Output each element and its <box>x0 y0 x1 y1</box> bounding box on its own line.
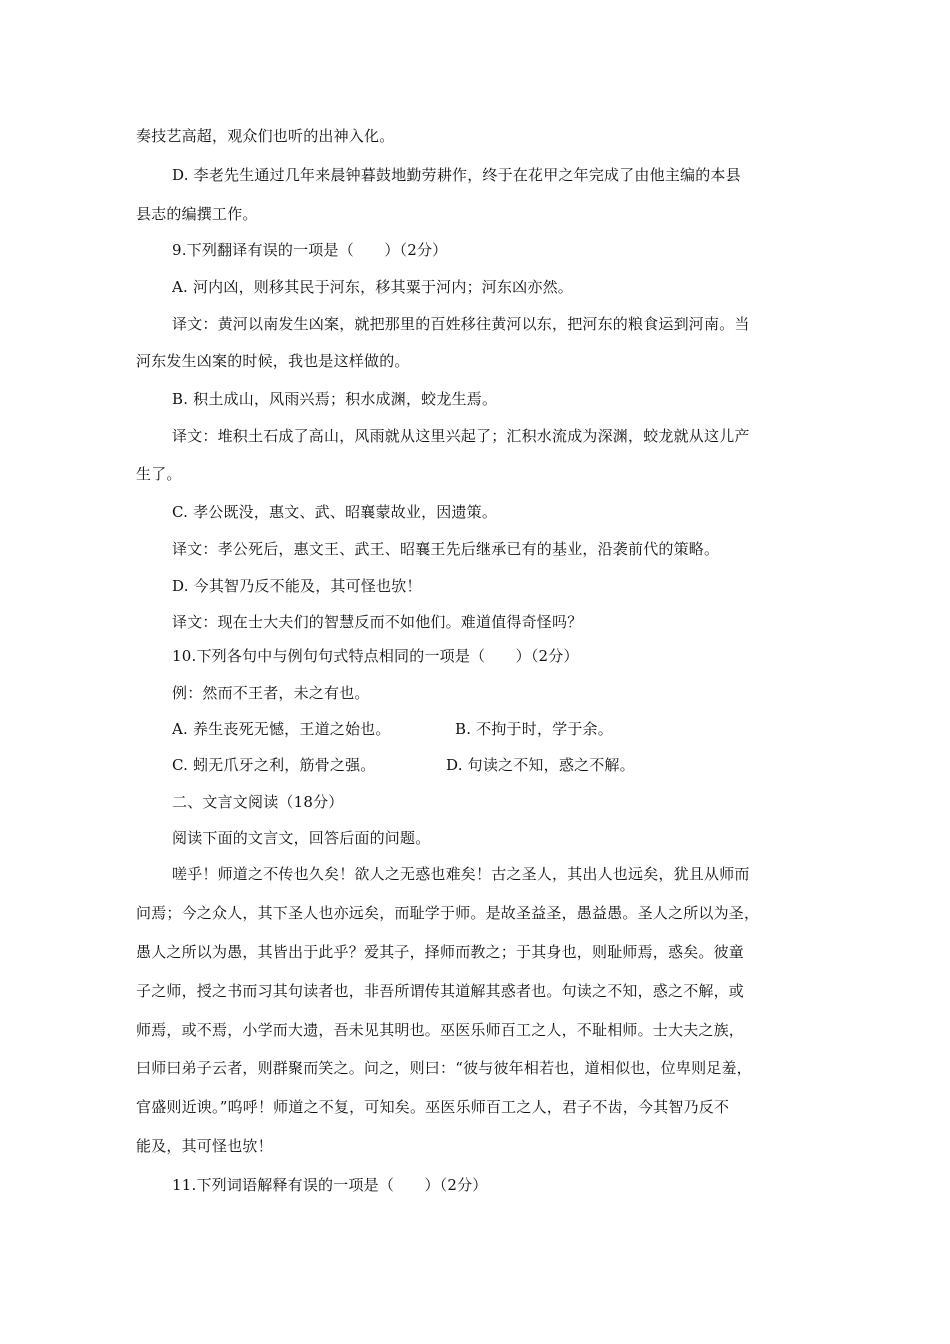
question-11: 11.下列词语解释有误的一项是（ ）（2分） <box>172 1176 488 1194</box>
translation-b: 译文：堆积土石成了高山，风雨就从这里兴起了；汇积水流成为深渊，蛟龙就从这儿产 <box>172 427 750 445</box>
question-10: 10.下列各句中与例句句式特点相同的一项是（ ）（2分） <box>172 647 579 665</box>
options-ab-line <box>172 719 613 739</box>
option-b: B. 不拘于时，学于余。 <box>455 720 613 738</box>
options-cd-line <box>172 755 635 775</box>
option-c: C. 蚓无爪牙之利，筋骨之强。 <box>172 756 376 774</box>
option-d: D. 句读之不知，惑之不解。 <box>446 756 635 774</box>
passage-line: 问焉；今之众人，其下圣人也亦远矣，而耻学于师。是故圣益圣，愚益愚。圣人之所以为圣， <box>136 904 760 922</box>
instruction-line: 阅读下面的文言文，回答后面的问题。 <box>172 829 431 847</box>
passage-line: 子之师，授之书而习其句读者也，非吾所谓传其道解其惑者也。句读之不知，惑之不解，或 <box>136 982 745 1000</box>
passage-line: 曰师曰弟子云者，则群聚而笑之。问之，则曰：“彼与彼年相若也，道相似也，位卑则足羞， <box>136 1059 752 1077</box>
example-sentence: 例：然而不王者，未之有也。 <box>172 684 370 702</box>
text-line: 生了。 <box>136 465 182 483</box>
passage-line: 官盛则近谀。”呜呼！师道之不复，可知矣。巫医乐师百工之人，君子不齿，今其智乃反不 <box>136 1098 730 1116</box>
question-9: 9.下列翻译有误的一项是（ ）（2分） <box>172 241 448 259</box>
passage-line: 嗟乎！师道之不传也久矣！欲人之无惑也难矣！古之圣人，其出人也远矣，犹且从师而 <box>172 865 750 883</box>
text-line: 县志的编撰工作。 <box>136 205 258 223</box>
option-a: A. 河内凶，则移其民于河东，移其粟于河内；河东凶亦然。 <box>172 278 573 296</box>
option-d: D. 今其智乃反不能及，其可怪也欤！ <box>172 577 422 595</box>
section-heading: 二、文言文阅读（18分） <box>172 793 344 811</box>
translation-c: 译文：孝公死后，惠文王、武王、昭襄王先后继承已有的基业，沿袭前代的策略。 <box>172 540 720 558</box>
translation-d: 译文：现在士大夫们的智慧反而不如他们。难道值得奇怪吗？ <box>172 613 583 631</box>
passage-line: 师焉，或不焉，小学而大遗，吾未见其明也。巫医乐师百工之人，不耻相师。士大夫之族， <box>136 1021 745 1039</box>
option-b: B. 积土成山，风雨兴焉；积水成渊，蛟龙生焉。 <box>172 390 498 408</box>
option-a: A. 养生丧死无憾，王道之始也。 <box>172 720 391 738</box>
text-line: 河东发生凶案的时候，我也是这样做的。 <box>136 352 410 370</box>
option-d-line: D. 李老先生通过几年来晨钟暮鼓地勤劳耕作，终于在花甲之年完成了由他主编的本县 <box>172 166 741 184</box>
option-c: C. 孝公既没，惠文、武、昭襄蒙故业，因遗策。 <box>172 503 498 521</box>
translation-a: 译文：黄河以南发生凶案，就把那里的百姓移往黄河以东，把河东的粮食运到河南。当 <box>172 315 750 333</box>
passage-line: 愚人之所以为愚，其皆出于此乎？爱其子，择师而教之；于其身也，则耻师焉，惑矣。彼童 <box>136 943 745 961</box>
passage-line: 能及，其可怪也欤！ <box>136 1137 273 1155</box>
text-line: 奏技艺高超，观众们也听的出神入化。 <box>136 127 395 145</box>
